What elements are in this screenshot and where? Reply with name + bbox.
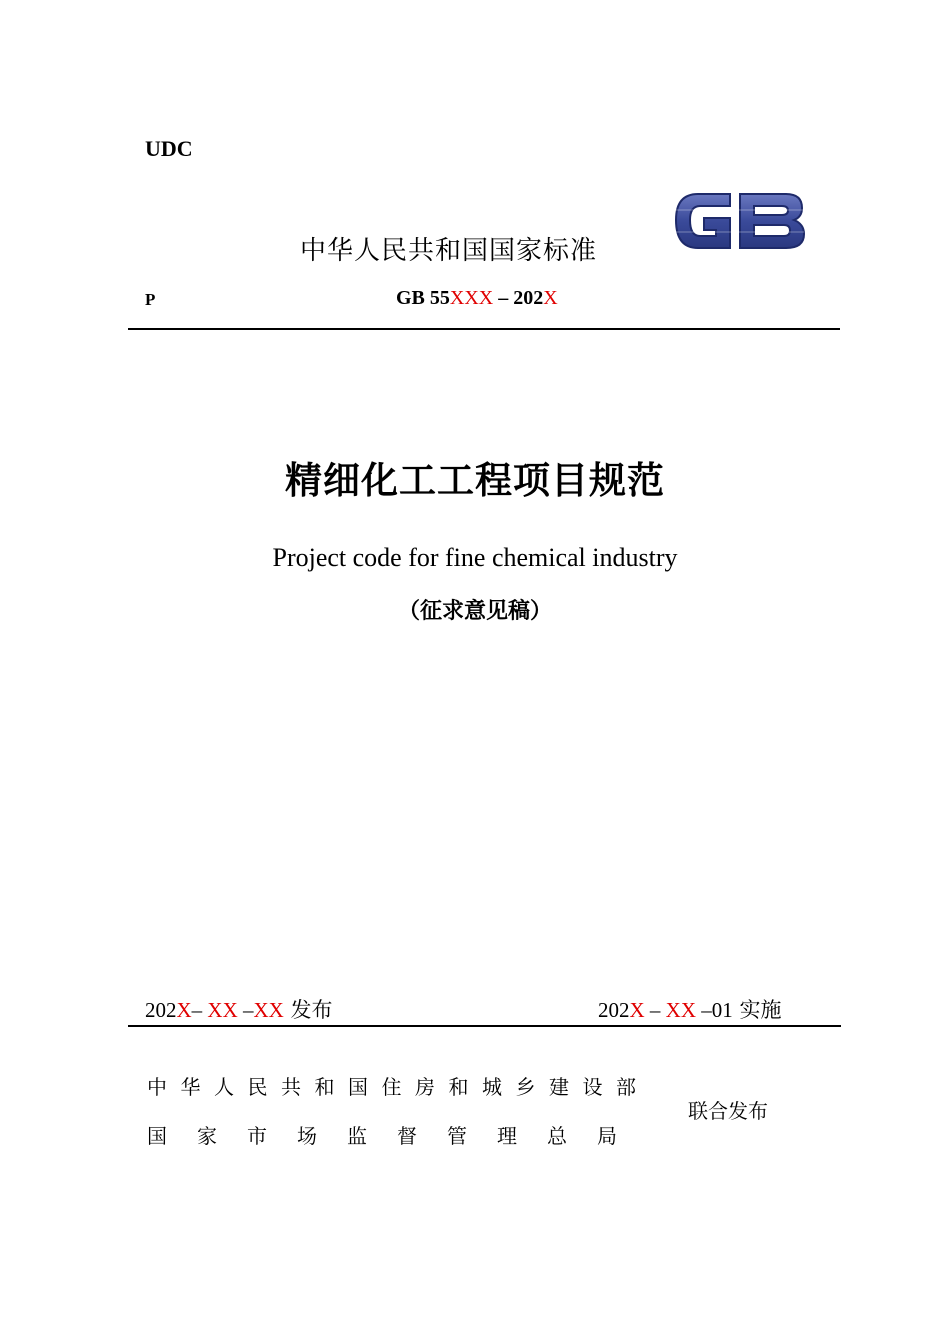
pub-p1: 202 <box>145 998 177 1022</box>
publish-date <box>145 994 333 1024</box>
effective-date <box>598 994 781 1024</box>
pub-r1: X <box>176 998 192 1022</box>
gb-logo-icon <box>668 180 810 262</box>
document-title-cn: 精细化工工程项目规范 <box>285 459 665 502</box>
bottom-divider <box>128 1025 841 1027</box>
document-title-en: Project code for fine chemical industry <box>272 543 678 572</box>
eff-p1: 202 <box>598 998 630 1022</box>
udc-label: UDC <box>145 136 193 161</box>
draft-status: （征求意见稿） <box>397 599 552 624</box>
joint-publication-label: 联合发布 <box>688 1099 768 1123</box>
pub-p2: – <box>191 998 208 1022</box>
issuer-samr: 国家市场监督管理总局 <box>147 1124 647 1148</box>
issuer-ministry: 中华人民共和国住房和城乡建设部 <box>147 1075 650 1099</box>
pub-p3: – <box>237 998 254 1022</box>
std-year-placeholder: X <box>543 287 558 309</box>
std-code-placeholder: XXX <box>449 287 494 309</box>
eff-label: 实施 <box>732 998 782 1022</box>
eff-r1: X <box>629 998 645 1022</box>
pub-r3: XX <box>253 998 284 1022</box>
eff-p3: –01 <box>696 998 733 1022</box>
standard-number <box>396 287 558 310</box>
eff-r2: XX <box>665 998 697 1022</box>
std-prefix: GB 55 <box>396 287 450 309</box>
pub-r2: XX <box>207 998 238 1022</box>
eff-p2: – <box>644 998 666 1022</box>
classification-code: P <box>145 290 156 309</box>
national-standard-title: 中华人民共和国国家标准 <box>300 236 598 266</box>
pub-label: 发布 <box>283 998 333 1022</box>
top-divider <box>128 328 840 330</box>
std-sep: – 202 <box>493 287 544 309</box>
